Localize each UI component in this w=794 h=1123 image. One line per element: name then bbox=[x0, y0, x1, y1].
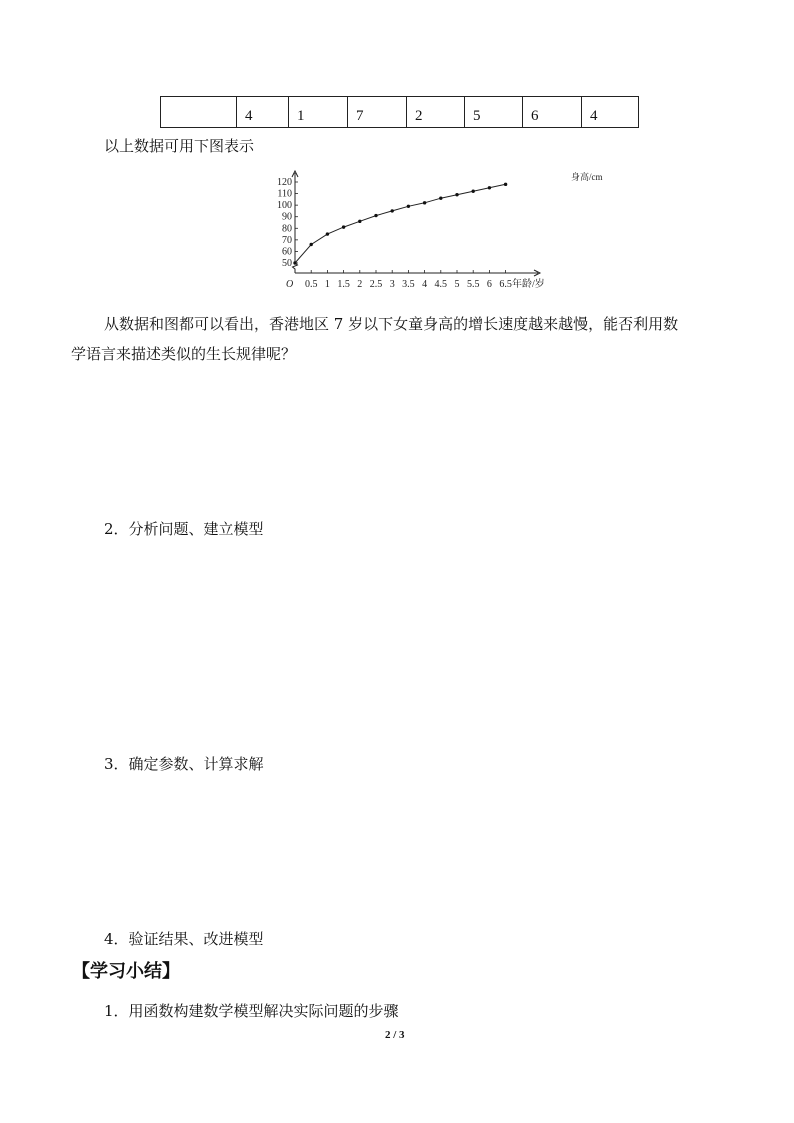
x-tick-label: 2.5 bbox=[369, 279, 383, 290]
y-tick-label: 80 bbox=[282, 223, 292, 235]
x-tick-label: 0.5 bbox=[304, 279, 318, 290]
x-tick-label: 1 bbox=[324, 279, 330, 290]
table-cell: 7 bbox=[348, 97, 407, 128]
x-tick-label: 3.5 bbox=[402, 279, 415, 290]
data-point bbox=[488, 186, 491, 189]
step-3-heading: 3．确定参数、计算求解 bbox=[104, 755, 264, 773]
chart-axes bbox=[292, 171, 540, 276]
y-tick-label: 50 bbox=[282, 258, 292, 269]
y-tick-label: 70 bbox=[282, 234, 292, 246]
summary-item-1: 1．用函数构建数学模型解决实际问题的步骤 bbox=[104, 1002, 399, 1020]
height-growth-chart bbox=[270, 165, 603, 295]
x-tick-label: 4 bbox=[422, 279, 428, 290]
chart-intro: 以上数据可用下图表示 bbox=[104, 137, 255, 155]
growth-curve bbox=[295, 184, 506, 263]
table-cell: 5 bbox=[465, 97, 523, 128]
table-cell: 2 bbox=[407, 97, 465, 128]
data-point bbox=[439, 197, 442, 200]
step-4-heading: 4．验证结果、改进模型 bbox=[104, 930, 264, 948]
x-tick-label: 3 bbox=[389, 279, 395, 290]
data-point bbox=[326, 232, 329, 235]
x-axis-label: 年龄/岁 bbox=[512, 279, 545, 290]
x-tick-label: 6 bbox=[486, 279, 492, 290]
table-row bbox=[161, 97, 639, 128]
table-cell bbox=[161, 97, 237, 128]
data-point bbox=[293, 261, 296, 264]
data-point bbox=[455, 193, 458, 196]
data-point bbox=[472, 190, 475, 193]
data-point bbox=[374, 214, 377, 217]
x-tick-label: 5 bbox=[454, 279, 460, 290]
data-point bbox=[423, 201, 426, 204]
data-point bbox=[358, 220, 361, 223]
summary-heading: 【学习小结】 bbox=[72, 961, 180, 982]
y-axis-label: 身高/cm bbox=[571, 172, 603, 182]
table-cell: 6 bbox=[523, 97, 582, 128]
y-tick-label: 100 bbox=[277, 200, 292, 212]
y-tick-label: 90 bbox=[282, 211, 292, 223]
table-cell: 4 bbox=[582, 97, 639, 128]
chart-series bbox=[293, 183, 507, 265]
paragraph-line-1: 从数据和图都可以看出，香港地区 7 岁以下女童身高的增长速度越来越慢，能否利用数 bbox=[104, 315, 679, 333]
x-tick-label: 4.5 bbox=[434, 279, 448, 290]
table-cell: 4 bbox=[237, 97, 289, 128]
origin-label: O bbox=[286, 279, 294, 290]
x-tick-label: 2 bbox=[357, 279, 363, 290]
page-number: 2 / 3 bbox=[385, 1029, 405, 1041]
data-point bbox=[310, 243, 313, 246]
y-tick-label: 60 bbox=[282, 246, 292, 258]
y-tick-label: 110 bbox=[277, 188, 292, 200]
x-tick-label: 5.5 bbox=[466, 279, 480, 290]
data-point bbox=[391, 209, 394, 212]
data-point bbox=[407, 205, 410, 208]
step-2-heading: 2．分析问题、建立模型 bbox=[104, 520, 264, 538]
paragraph-line-2: 学语言来描述类似的生长规律呢？ bbox=[71, 345, 297, 363]
data-point bbox=[504, 183, 507, 186]
x-tick-label: 1.5 bbox=[337, 279, 350, 290]
data-table bbox=[160, 96, 639, 128]
x-tick-label: 6.5 bbox=[499, 279, 512, 290]
data-point bbox=[342, 225, 345, 228]
y-tick-label: 120 bbox=[277, 177, 292, 188]
table-cell: 1 bbox=[289, 97, 348, 128]
y-axis-line bbox=[293, 173, 298, 273]
